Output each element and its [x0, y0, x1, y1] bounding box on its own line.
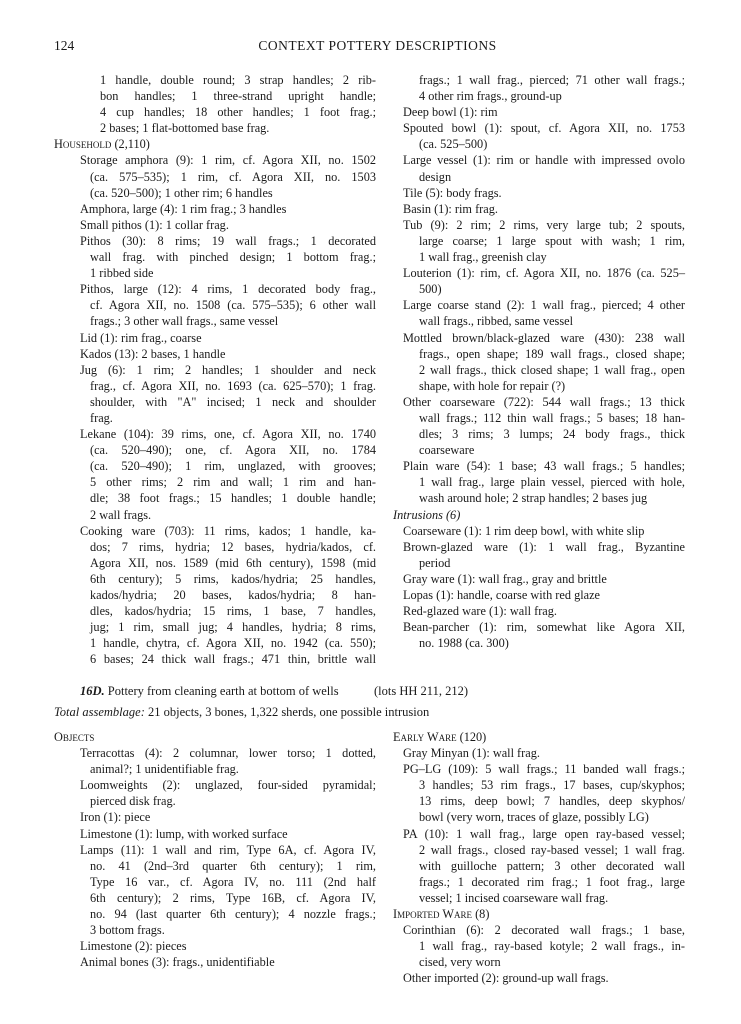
text-line: Agora XII, nos. 1589 (mid 6th century), 1598 (mid — [90, 555, 376, 570]
text-line: Iron (1): piece — [80, 810, 151, 825]
text-line: frags.; 3 other wall frags., same vessel — [90, 314, 279, 329]
text-line: 1 wall frag., greenish clay — [419, 250, 547, 265]
text-line: Cooking ware (703): 11 rims, kados; 1 handle, ka- — [80, 523, 376, 538]
total-text: 21 objects, 3 bones, 1,322 sherds, one possible intrusion — [148, 705, 430, 719]
text-line: shape, with hole for repair (?) — [419, 378, 566, 393]
text-line: cf. Agora XII, no. 1508 (ca. 575–535); 6 other wall — [90, 298, 376, 313]
text-line: Coarseware (1): 1 rim deep bowl, with white slip — [403, 523, 645, 538]
text-line: wash around hole; 2 strap handles; 2 bases jug — [419, 491, 648, 506]
text-line: frag. — [90, 410, 113, 425]
text-line: frag., cf. Agora XII, no. 1693 (ca. 625–570); 1 frag. — [90, 378, 376, 393]
text-line: dles, kados/hydria; 15 rims, 1 base, 7 handles, — [90, 604, 376, 619]
text-line: Mottled brown/black-glazed ware (430): 238 wall — [403, 330, 685, 345]
text-line: wall frag. with pinched design; 1 bottom frag.; — [90, 250, 376, 265]
text-line: no. 1988 (ca. 300) — [419, 636, 509, 651]
text-line: cised, very worn — [419, 955, 501, 970]
text-line: (ca. 520–490); 1 rim, unglazed, with grooves; — [90, 459, 376, 474]
text-line: Imported Ware (8) — [393, 907, 490, 922]
text-line: 1 handle, double round; 3 strap handles; 2 rib- — [100, 73, 376, 87]
text-line: Household (2,110) — [54, 137, 150, 152]
text-line: frags.; 1 wall frag., pierced; 71 other wall frags.; — [419, 73, 685, 87]
text-line: Intrusions (6) — [393, 507, 461, 522]
text-line: Jug (6): 1 rim; 2 handles; 1 shoulder and neck — [80, 362, 376, 377]
text-line: large coarse; 1 large spout with wash; 1 rim, — [419, 233, 685, 248]
text-line: Small pithos (1): 1 collar frag. — [80, 217, 229, 232]
text-line: 2 wall frags., closed ray-based vessel; 1 wall frag. — [419, 842, 685, 857]
text-line: Animal bones (3): frags., unidentifiable — [80, 955, 275, 970]
running-title: CONTEXT POTTERY DESCRIPTIONS — [258, 38, 497, 53]
text-line: 13 rims, deep bowl; 7 handles, deep skyphos/ — [419, 794, 685, 809]
text-line: Limestone (2): pieces — [80, 939, 187, 954]
text-line: 4 cup handles; 18 other handles; 1 foot frag.; — [100, 105, 376, 120]
text-line: 2 wall frags., thick closed shape; 1 wall frag., open — [419, 362, 685, 377]
text-line: Red-glazed ware (1): wall frag. — [403, 604, 557, 619]
text-line: Gray Minyan (1): wall frag. — [403, 746, 540, 761]
text-line: Amphora, large (4): 1 rim frag.; 3 handles — [80, 201, 287, 216]
text-line: kados/hydria; 20 bases, kados/hydria; 8 han- — [90, 588, 376, 602]
text-line: 1 ribbed side — [90, 266, 154, 281]
text-line: Limestone (1): lump, with worked surface — [80, 826, 288, 841]
text-line: 6 bases; 24 thick wall frags.; 471 thin, brittle wall — [90, 652, 376, 667]
text-line: Pithos, large (12): 4 rims, 1 decorated body frag., — [80, 282, 376, 297]
text-line: 6th century); 2 rims, Type 16B, cf. Agora IV, — [90, 890, 376, 905]
text-line: 6th century); 5 rims, kados/hydria; 25 handles, — [90, 571, 376, 586]
page-header — [54, 38, 701, 58]
text-line: Tub (9): 2 rim; 2 rims, very large tub; 2 spouts, — [403, 217, 685, 232]
text-line: 3 bottom frags. — [90, 923, 165, 938]
text-line: Tile (5): body frags. — [403, 185, 502, 200]
text-line: Loomweights (2): unglazed, four-sided pyramidal; — [80, 778, 376, 793]
text-line: wall frags., ribbed, same vessel — [419, 314, 574, 329]
text-line: Early Ware (120) — [393, 730, 487, 744]
text-line: Lamps (11): 1 wall and rim, Type 6A, cf. Agora IV, — [80, 842, 376, 857]
text-line: PG–LG (109): 5 wall frags.; 11 banded wall frags.; — [403, 762, 685, 777]
text-line: (ca. 525–500) — [419, 137, 488, 152]
text-line: Pithos (30): 8 rims; 19 wall frags.; 1 decorated — [80, 233, 376, 248]
text-line: bowl (very worn, traces of glaze, possibly LG) — [419, 810, 649, 825]
text-line: Plain ware (54): 1 base; 43 wall frags.; 5 handles; — [403, 459, 685, 474]
section-title: Pottery from cleaning earth at bottom of wells — [107, 684, 339, 698]
text-line: Type 16 var., cf. Agora IV, no. 111 (2nd half — [90, 874, 376, 889]
text-line: (ca. 520–490); one, cf. Agora XII, no. 1784 — [90, 443, 376, 458]
text-line: PA (10): 1 wall frag., large open ray-based vessel; — [403, 826, 685, 841]
text-line: Lekane (104): 39 rims, one, cf. Agora XII, no. 1740 — [80, 427, 376, 442]
left-column-top — [54, 72, 376, 667]
text-line: period — [419, 555, 451, 570]
text-line: 4 other rim frags., ground-up — [419, 89, 562, 104]
text-line: dle; 38 foot frags.; 15 handles; 1 double handle; — [90, 491, 376, 506]
text-line: frags., open shape; 189 wall frags., closed shape; — [419, 346, 685, 361]
text-line: Brown-glazed ware (1): 1 wall frag., Byzantine — [403, 539, 685, 554]
text-line: Lid (1): rim frag., coarse — [80, 330, 202, 345]
text-line: Large vessel (1): rim or handle with impressed ovolo — [403, 153, 685, 168]
text-line: coarseware — [419, 443, 475, 458]
text-line: Kados (13): 2 bases, 1 handle — [80, 346, 226, 361]
text-line: Other coarseware (722): 544 wall frags.; 13 thick — [403, 394, 685, 409]
text-line: Bean-parcher (1): rim, somewhat like Agora XII, — [403, 620, 685, 635]
text-line: bon handles; 1 three-strand upright handle; — [100, 89, 376, 104]
text-line: 1 handle, chytra, cf. Agora XII, no. 1942 (ca. 550); — [90, 636, 376, 651]
total-label: Total assemblage: — [54, 705, 145, 719]
text-line: 5 other rims; 2 rim and wall; 1 rim and han- — [90, 475, 376, 490]
text-line: animal?; 1 unidentifiable frag. — [90, 762, 239, 777]
text-line: 500) — [419, 282, 442, 297]
right-column-top — [393, 72, 685, 651]
text-line: Terracottas (4): 2 columnar, lower torso; 1 dotted, — [80, 746, 376, 761]
section-lots: (lots HH 211, 212) — [374, 684, 468, 698]
text-line: 1 wall frag., ray-based kotyle; 2 wall frags., in- — [419, 939, 685, 954]
text-line: frags.; 1 decorated rim frag.; 1 foot frag., large — [419, 874, 685, 889]
text-line: Spouted bowl (1): spout, cf. Agora XII, no. 1753 — [403, 121, 685, 136]
page-number: 124 — [54, 38, 75, 53]
text-line: no. 94 (last quarter 6th century); 4 nozzle frags.; — [90, 907, 376, 922]
text-line: Other imported (2): ground-up wall frags. — [403, 971, 609, 986]
text-line: 2 bases; 1 flat-bottomed base frag. — [100, 121, 270, 136]
section-label: 16D. — [80, 684, 105, 698]
text-line: pierced disk frag. — [90, 794, 176, 809]
text-line: (ca. 575–535); 1 rim, cf. Agora XII, no. 1503 — [90, 169, 376, 184]
text-line: shoulder, with "A" incised; 1 neck and shoulder — [90, 394, 376, 409]
text-line: design — [419, 169, 452, 184]
text-line: Lopas (1): handle, coarse with red glaze — [403, 588, 601, 602]
text-line: Storage amphora (9): 1 rim, cf. Agora XII, no. 1502 — [80, 153, 376, 168]
total-assemblage — [54, 705, 429, 720]
text-line: wall frags.; 112 thin wall frags.; 5 bases; 18 han- — [419, 410, 685, 425]
text-line: 1 wall frag., large plain vessel, pierced with hole, — [419, 475, 685, 490]
section-heading — [80, 684, 680, 699]
text-line: Basin (1): rim frag. — [403, 201, 498, 216]
text-line: vessel; 1 incised coarseware wall frag. — [419, 890, 609, 905]
text-line: Louterion (1): rim, cf. Agora XII, no. 1876 (ca. 525– — [403, 266, 685, 281]
text-line: Objects — [54, 730, 95, 744]
text-line: (ca. 520–500); 1 other rim; 6 handles — [90, 185, 273, 200]
text-line: Deep bowl (1): rim — [403, 105, 498, 120]
text-line: Gray ware (1): wall frag., gray and brittle — [403, 571, 607, 586]
text-line: jug; 1 rim, small jug; 4 handles, hydria; 8 rims, — [90, 620, 376, 635]
text-line: 3 handles; 53 rim frags., 17 bases, cup/skyphos; — [419, 778, 685, 793]
text-line: dles; 3 rims; 3 lumps; 24 body frags., thick — [419, 427, 685, 442]
text-line: Large coarse stand (2): 1 wall frag., pierced; 4 other — [403, 298, 685, 313]
right-column-bottom — [393, 729, 685, 987]
text-line: no. 41 (2nd–3rd quarter 6th century); 1 rim, — [90, 858, 376, 873]
text-line: with guilloche pattern; 3 other decorated wall — [419, 858, 685, 873]
text-line: dos; 7 rims, hydria; 12 bases, hydria/kados, cf. — [90, 539, 376, 554]
text-line: Corinthian (6): 2 decorated wall frags.; 1 base, — [403, 923, 685, 938]
text-line: 2 wall frags. — [90, 507, 152, 522]
left-column-bottom — [54, 729, 376, 970]
